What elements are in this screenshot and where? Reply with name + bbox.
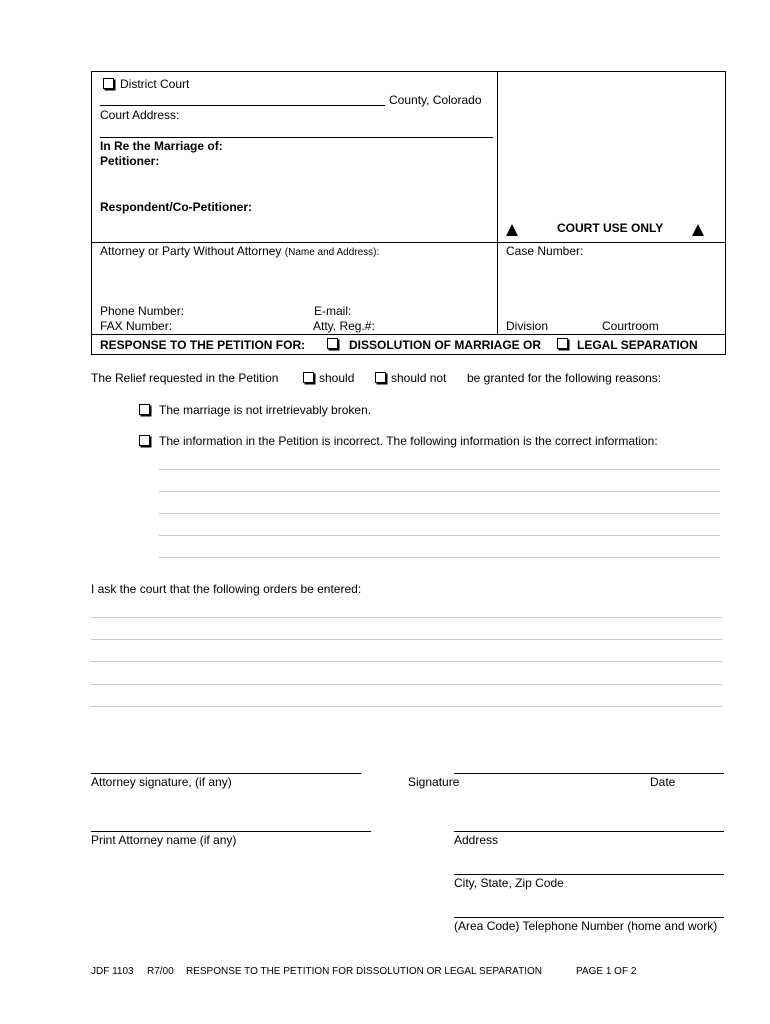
county-field-line[interactable] — [100, 105, 385, 106]
in-re-label: In Re the Marriage of: — [100, 139, 223, 153]
city-state-zip-label: City, State, Zip Code — [454, 876, 564, 890]
correct-info-line-4[interactable] — [159, 535, 720, 536]
caption-divider-attorney — [91, 242, 726, 243]
triangle-right-icon — [692, 224, 704, 236]
case-number-label: Case Number: — [506, 244, 584, 258]
should-not-checkbox[interactable] — [375, 371, 386, 385]
address-label: Address — [454, 833, 499, 847]
should-not-label: should not — [391, 371, 447, 385]
correct-info-line-5[interactable] — [159, 557, 720, 558]
date-label: Date — [650, 775, 676, 789]
response-title: RESPONSE TO THE PETITION FOR: — [100, 338, 306, 352]
legal-separation-label: LEGAL SEPARATION — [577, 338, 698, 352]
caption-vertical-divider — [497, 71, 498, 335]
address-line[interactable] — [454, 831, 724, 832]
petitioner-label: Petitioner: — [100, 154, 160, 168]
caption-divider-title — [91, 334, 726, 335]
orders-line-5[interactable] — [91, 706, 722, 707]
court-address-line[interactable] — [100, 137, 493, 138]
telephone-line[interactable] — [454, 917, 724, 918]
triangle-left-icon — [506, 224, 518, 236]
email-label: E-mail: — [314, 304, 352, 318]
district-court-checkbox[interactable] — [103, 77, 114, 91]
orders-line-3[interactable] — [91, 661, 722, 662]
footer-form-id: JDF 1103 — [91, 966, 134, 977]
attorney-signature-label: Attorney signature, (if any) — [91, 775, 232, 789]
not-broken-label: The marriage is not irretrievably broken. — [159, 403, 372, 417]
signature-line[interactable] — [454, 773, 724, 774]
print-attorney-line[interactable] — [91, 831, 371, 832]
should-checkbox[interactable] — [303, 371, 314, 385]
dissolution-checkbox[interactable] — [327, 337, 338, 351]
district-court-label: District Court — [120, 77, 190, 91]
attorney-label-main: Attorney or Party Without Attorney — [100, 244, 282, 258]
correct-info-line-2[interactable] — [159, 491, 720, 492]
should-label: should — [319, 371, 355, 385]
correct-info-line-1[interactable] — [159, 469, 720, 470]
courtroom-label: Courtroom — [602, 319, 659, 333]
incorrect-info-checkbox[interactable] — [139, 434, 150, 448]
attorney-label-sub: (Name and Address): — [284, 247, 380, 258]
city-state-zip-line[interactable] — [454, 874, 724, 875]
not-broken-checkbox[interactable] — [139, 403, 150, 417]
respondent-label: Respondent/Co-Petitioner: — [100, 200, 252, 214]
orders-line-1[interactable] — [91, 617, 722, 618]
county-label: County, Colorado — [389, 93, 482, 107]
division-label: Division — [506, 319, 549, 333]
footer-page: PAGE 1 OF 2 — [576, 966, 637, 977]
print-attorney-label: Print Attorney name (if any) — [91, 833, 237, 847]
phone-label: Phone Number: — [100, 304, 185, 318]
orders-line-2[interactable] — [91, 639, 722, 640]
orders-intro: I ask the court that the following orders be entered: — [91, 582, 362, 596]
attorney-signature-line[interactable] — [91, 773, 361, 774]
footer-form-title: RESPONSE TO THE PETITION FOR DISSOLUTION OR LEGAL SEPARATION — [186, 966, 542, 977]
orders-line-4[interactable] — [91, 684, 722, 685]
telephone-label: (Area Code) Telephone Number (home and work) — [454, 919, 718, 933]
court-use-only-label: COURT USE ONLY — [557, 221, 664, 235]
footer-revision: R7/00 — [147, 966, 174, 977]
correct-info-line-3[interactable] — [159, 513, 720, 514]
signature-label: Signature — [408, 775, 460, 789]
dissolution-label: DISSOLUTION OF MARRIAGE OR — [349, 338, 541, 352]
atty-reg-label: Atty. Reg.#: — [313, 319, 375, 333]
relief-intro: The Relief requested in the Petition — [91, 371, 279, 385]
attorney-label — [100, 244, 379, 260]
incorrect-info-label: The information in the Petition is incorrect. The following information is the correct information: — [159, 434, 658, 448]
court-address-label: Court Address: — [100, 108, 180, 122]
legal-separation-checkbox[interactable] — [557, 337, 568, 351]
fax-label: FAX Number: — [100, 319, 173, 333]
relief-tail: be granted for the following reasons: — [467, 371, 662, 385]
